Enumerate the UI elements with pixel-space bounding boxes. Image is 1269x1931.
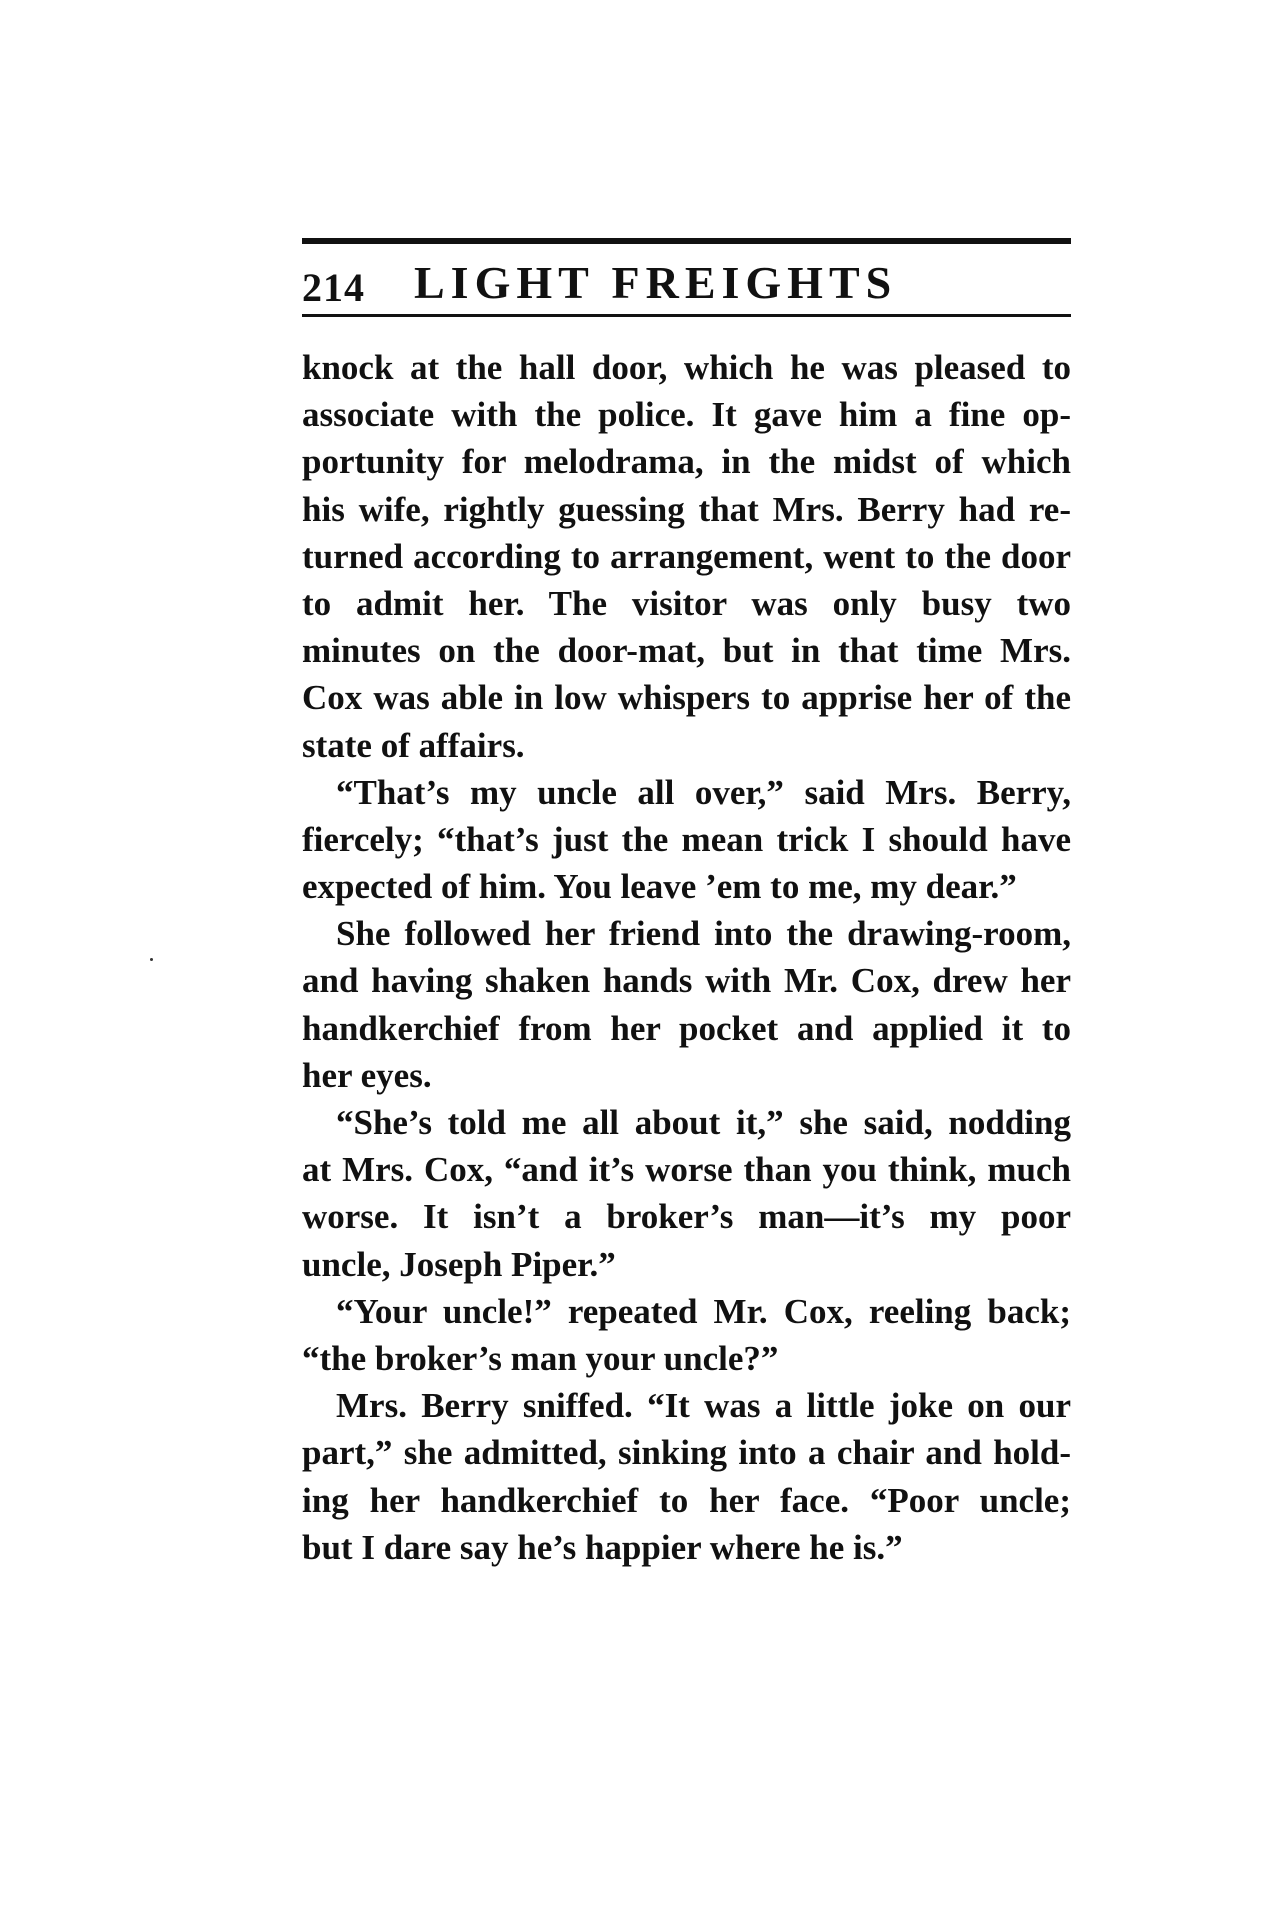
book-title: LIGHT FREIGHTS	[414, 257, 898, 308]
text-line: fiercely; “that’s just the mean trick I should have	[302, 819, 1071, 859]
body-text	[302, 344, 1071, 1571]
text-line: Mrs. Berry sniffed. “It was a little joke on our	[336, 1386, 1071, 1426]
text-line: his wife, rightly guessing that Mrs. Berry had re-	[302, 489, 1071, 529]
text-line: “She’s told me all about it,” she said, nodding	[336, 1103, 1071, 1142]
text-line: but I dare say he’s happier where he is.”	[302, 1527, 903, 1567]
ink-speck	[150, 958, 153, 961]
text-line: her eyes.	[302, 1055, 432, 1095]
text-line: portunity for melodrama, in the midst of which	[302, 442, 1071, 482]
text-line: uncle, Joseph Piper.”	[302, 1244, 616, 1284]
text-line: and having shaken hands with Mr. Cox, drew her	[302, 961, 1071, 1001]
text-line: at Mrs. Cox, “and it’s worse than you think, much	[302, 1150, 1071, 1190]
text-line: “That’s my uncle all over,” said Mrs. Berry,	[336, 772, 1071, 812]
text-line: “the broker’s man your uncle?”	[302, 1338, 779, 1378]
text-line: expected of him. You leave ’em to me, my dear.”	[302, 867, 1017, 907]
text-line: minutes on the door-mat, but in that time Mrs.	[302, 631, 1071, 671]
text-line: state of affairs.	[302, 725, 525, 765]
text-line: to admit her. The visitor was only busy two	[302, 583, 1071, 623]
page-number: 214	[302, 265, 365, 310]
header-top-rule	[302, 238, 1071, 244]
text-line: associate with the police. It gave him a fine op-	[302, 395, 1071, 435]
text-line: “Your uncle!” repeated Mr. Cox, reeling back;	[336, 1291, 1071, 1331]
running-head	[302, 258, 1071, 308]
text-line: ing her handkerchief to her face. “Poor uncle;	[302, 1480, 1071, 1520]
text-line: handkerchief from her pocket and applied it to	[302, 1008, 1071, 1048]
text-line: part,” she admitted, sinking into a chair and hold-	[302, 1433, 1071, 1473]
text-line: She followed her friend into the drawing-room,	[336, 914, 1071, 954]
text-line: knock at the hall door, which he was pleased to	[302, 348, 1071, 387]
header-bottom-rule	[302, 314, 1071, 317]
text-line: Cox was able in low whispers to apprise her of the	[302, 678, 1071, 718]
text-line: turned according to arrangement, went to the door	[302, 536, 1071, 576]
text-line: worse. It isn’t a broker’s man—it’s my poor	[302, 1197, 1071, 1237]
